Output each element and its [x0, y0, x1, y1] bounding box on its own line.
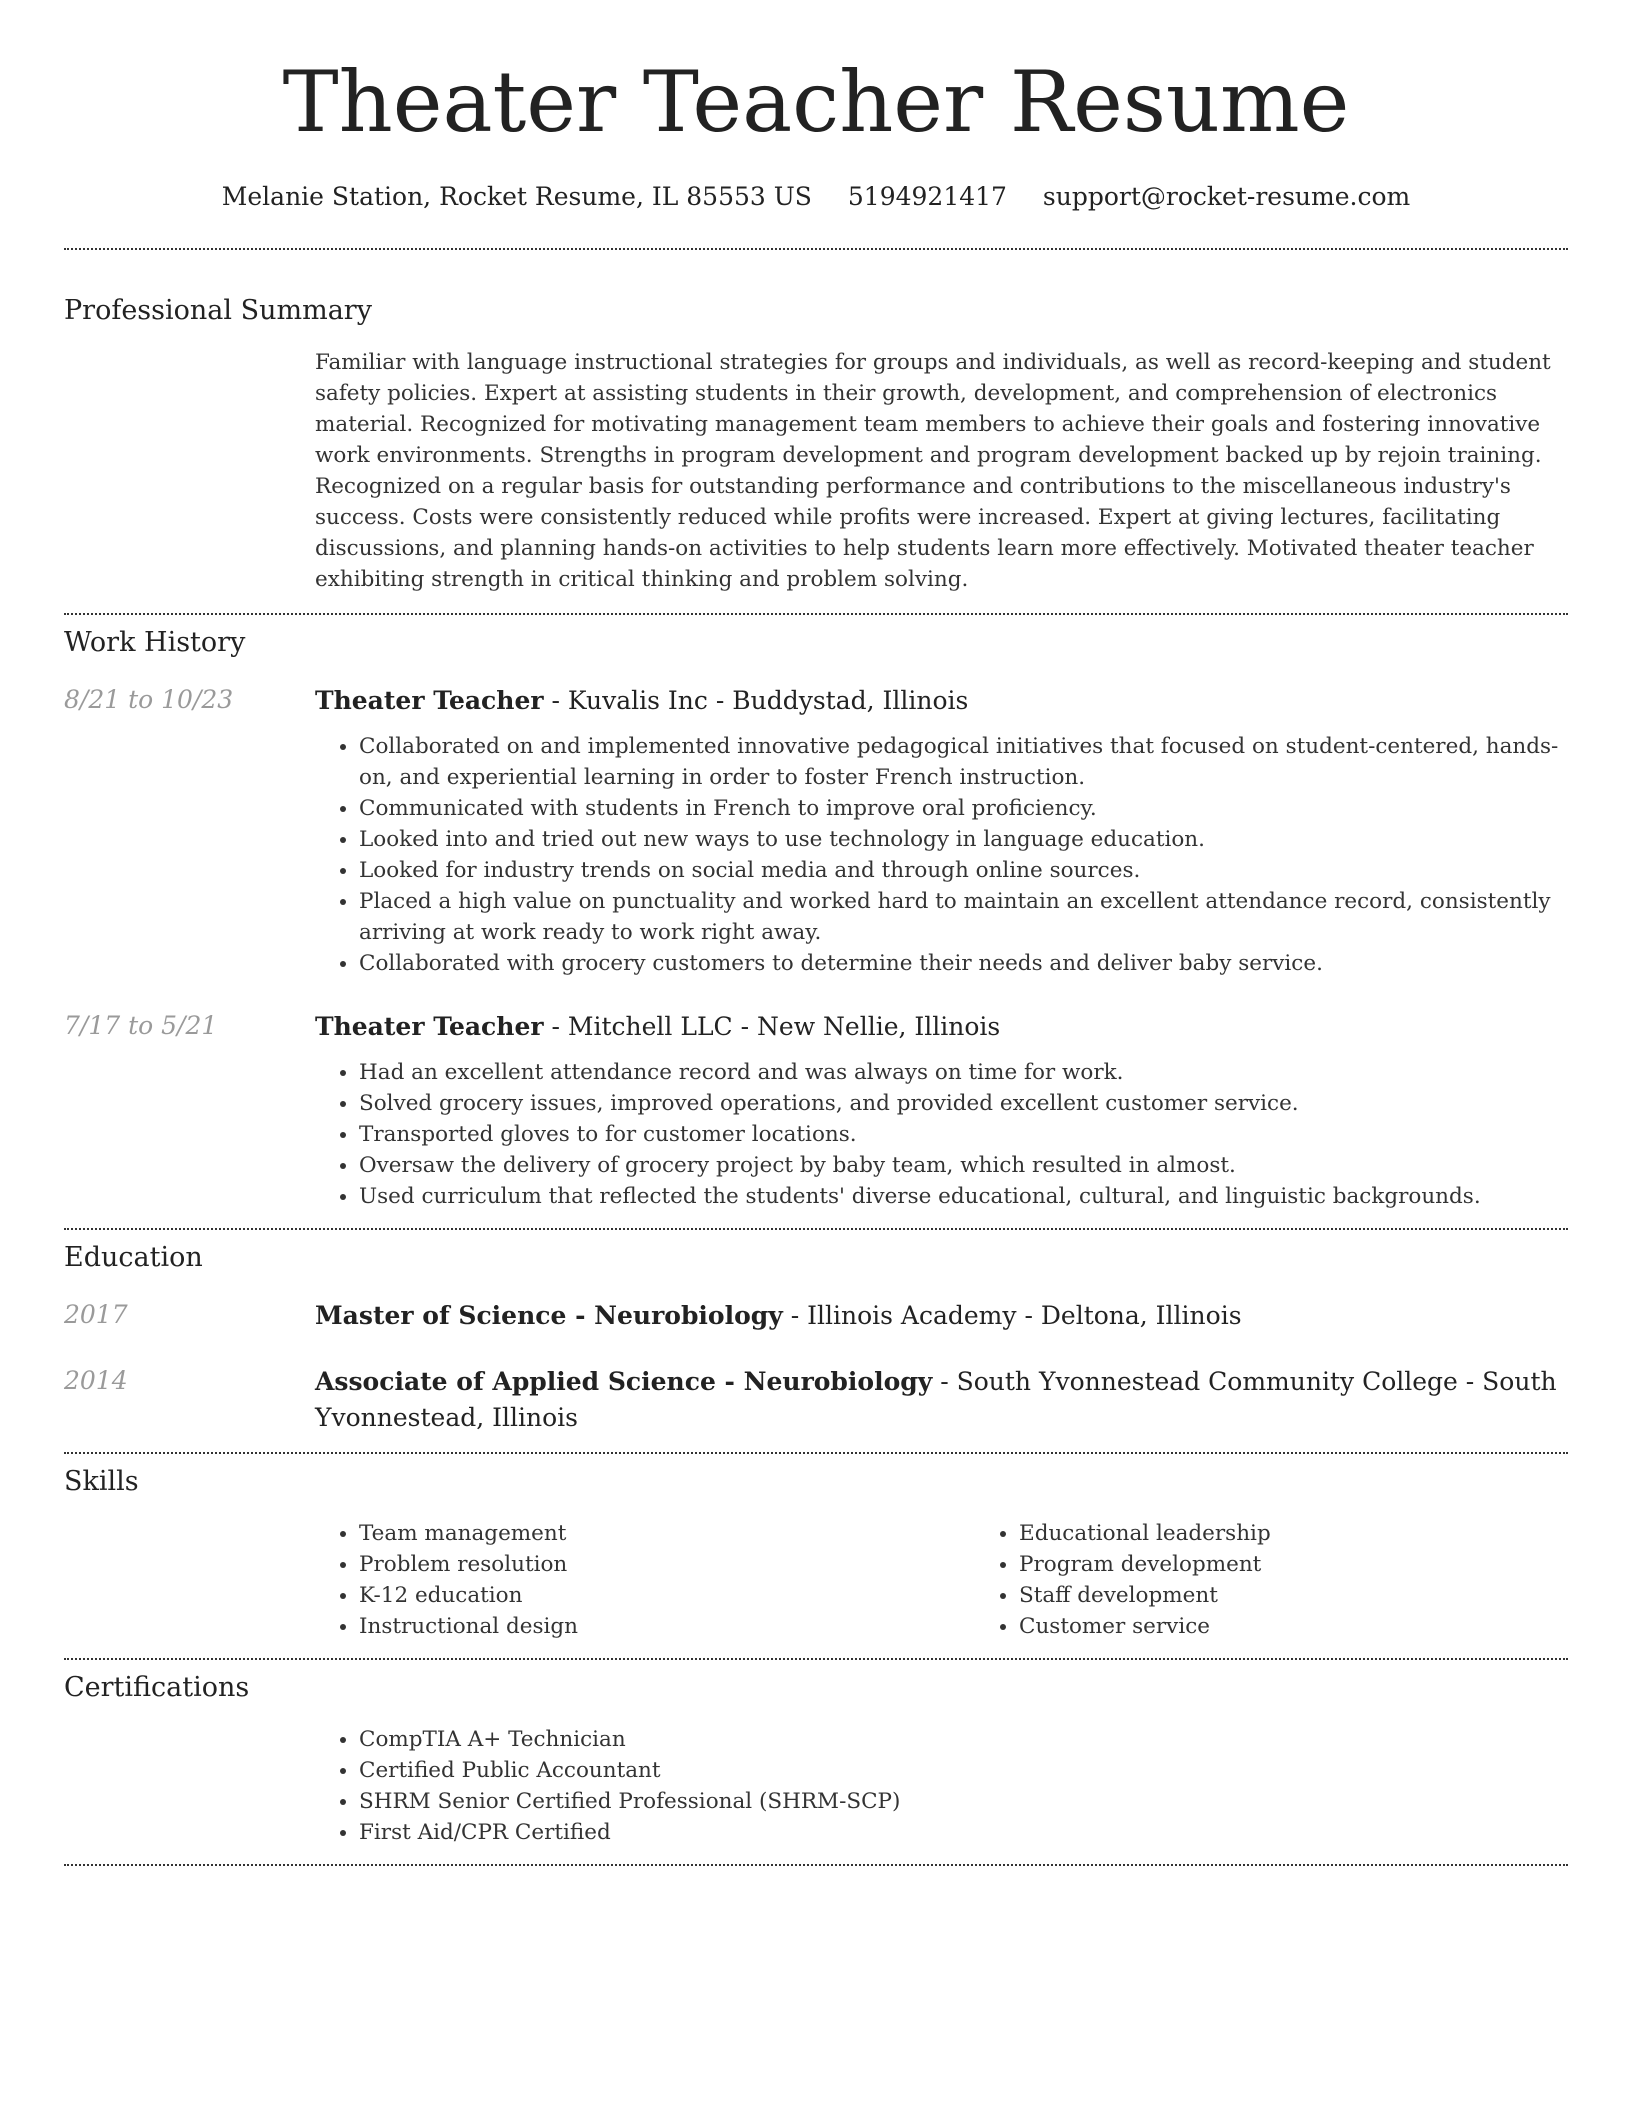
job-bullet: • Transported gloves to for customer locations. — [359, 1119, 1568, 1150]
education-entry — [64, 1298, 1568, 1334]
education-school-location: - Illinois Academy - Deltona, Illinois — [782, 1301, 1242, 1330]
summary-section — [64, 293, 1568, 595]
job-title — [315, 683, 1568, 719]
skills-section — [64, 1464, 1568, 1642]
summary-text: Familiar with language instructional strategies for groups and individuals, as well as record-keeping and student safety policies. Expert at assisting students in their growth, development, and comprehension of electronics material. Recognized for motivating management team members to achieve their goals and fostering innovative work environments. Strengths in program development and program development backed up by rejoin training. Recognized on a regular basis for outstanding performance and contributions to the miscellaneous industry's success. Costs were consistently reduced while profits were increased. Expert at giving lectures, facilitating discussions, and planning hands-on activities to help students learn more effectively. Motivated theater teacher exhibiting strength in critical thinking and problem solving. — [315, 350, 1551, 592]
education-degree: Associate of Applied Science - Neurobiology — [315, 1367, 933, 1396]
job-title — [315, 1009, 1568, 1045]
skill-item: • K-12 education — [359, 1580, 975, 1611]
job-bullets — [315, 1057, 1568, 1212]
job-bullet: • Had an excellent attendance record and was always on time for work. — [359, 1057, 1568, 1088]
page-title: Theater Teacher Resume — [282, 53, 1350, 151]
education-year: 2014 — [64, 1366, 128, 1395]
job-bullet: • Solved grocery issues, improved operations, and provided excellent customer service. — [359, 1088, 1568, 1119]
skill-item: • Problem resolution — [359, 1549, 975, 1580]
job-bullet: • Looked into and tried out new ways to use technology in language education. — [359, 824, 1568, 855]
skill-item: • Customer service — [1019, 1611, 1632, 1642]
skill-item: • Team management — [359, 1518, 975, 1549]
skills-heading: Skills — [64, 1466, 139, 1497]
job-bullet: • Oversaw the delivery of grocery project by baby team, which resulted in almost. — [359, 1150, 1568, 1181]
summary-row — [64, 347, 1568, 595]
divider — [64, 1658, 1568, 1660]
education-entry — [64, 1364, 1568, 1436]
certifications-heading: Certifications — [64, 1672, 250, 1703]
job-bullet: • Looked for industry trends on social media and through online sources. — [359, 855, 1568, 886]
certifications-section — [64, 1670, 1568, 1848]
skills-list-right — [975, 1518, 1632, 1642]
education-title — [315, 1364, 1568, 1436]
divider — [64, 1228, 1568, 1230]
certifications-spacer — [64, 1724, 315, 1848]
job-company-location: - Kuvalis Inc - Buddystad, Illinois — [543, 686, 969, 715]
education-title — [315, 1298, 1568, 1334]
summary-heading: Professional Summary — [64, 295, 372, 326]
contact-email: support@rocket-resume.com — [1042, 182, 1411, 211]
contact-address: Melanie Station, Rocket Resume, IL 85553 US — [221, 182, 812, 211]
certifications-row — [64, 1724, 1568, 1848]
divider — [64, 1452, 1568, 1454]
divider — [64, 1864, 1568, 1866]
job-company-location: - Mitchell LLC - New Nellie, Illinois — [543, 1012, 1001, 1041]
skills-spacer — [64, 1518, 315, 1642]
job-dates: 7/17 to 5/21 — [64, 1011, 218, 1040]
job-dates: 8/21 to 10/23 — [64, 685, 234, 714]
certification-item: • SHRM Senior Certified Professional (SHRM-SCP) — [359, 1786, 1568, 1817]
skill-item: • Educational leadership — [1019, 1518, 1632, 1549]
skills-list-left — [315, 1518, 975, 1642]
education-degree: Master of Science - Neurobiology — [315, 1301, 783, 1330]
skill-item: • Staff development — [1019, 1580, 1632, 1611]
work-history-section — [64, 625, 1568, 1212]
education-school-location: - South Yvonnestead Community College - South Yvonnestead, Illinois — [315, 1367, 1557, 1432]
job-bullets — [315, 731, 1568, 979]
job-bullet: • Communicated with students in French to improve oral proficiency. — [359, 793, 1568, 824]
job-position: Theater Teacher — [315, 1012, 544, 1041]
job-bullet: • Collaborated with grocery customers to determine their needs and deliver baby service. — [359, 948, 1568, 979]
certifications-list — [315, 1724, 1568, 1848]
skill-item: • Program development — [1019, 1549, 1632, 1580]
education-heading: Education — [64, 1242, 203, 1273]
summary-spacer — [64, 347, 315, 595]
skills-row — [64, 1518, 1568, 1642]
job-bullet: • Used curriculum that reflected the students' diverse educational, cultural, and linguistic backgrounds. — [359, 1181, 1568, 1212]
job-bullet: • Collaborated on and implemented innovative pedagogical initiatives that focused on student-centered, hands-on, and experiential learning in order to foster French instruction. — [359, 731, 1568, 793]
divider — [64, 613, 1568, 615]
job-position: Theater Teacher — [315, 686, 544, 715]
contact-line — [64, 180, 1568, 214]
job-entry — [64, 1009, 1568, 1212]
job-entry — [64, 683, 1568, 979]
certification-item: • Certified Public Accountant — [359, 1755, 1568, 1786]
certification-item: • CompTIA A+ Technician — [359, 1724, 1568, 1755]
contact-phone: 5194921417 — [847, 182, 1007, 211]
education-year: 2017 — [64, 1300, 128, 1329]
work-history-heading: Work History — [64, 627, 246, 658]
skill-item: • Instructional design — [359, 1611, 975, 1642]
education-section — [64, 1240, 1568, 1436]
certification-item: • First Aid/CPR Certified — [359, 1817, 1568, 1848]
divider — [64, 248, 1568, 250]
job-bullet: • Placed a high value on punctuality and worked hard to maintain an excellent attendance record, consistently arriving at work ready to work right away. — [359, 886, 1568, 948]
